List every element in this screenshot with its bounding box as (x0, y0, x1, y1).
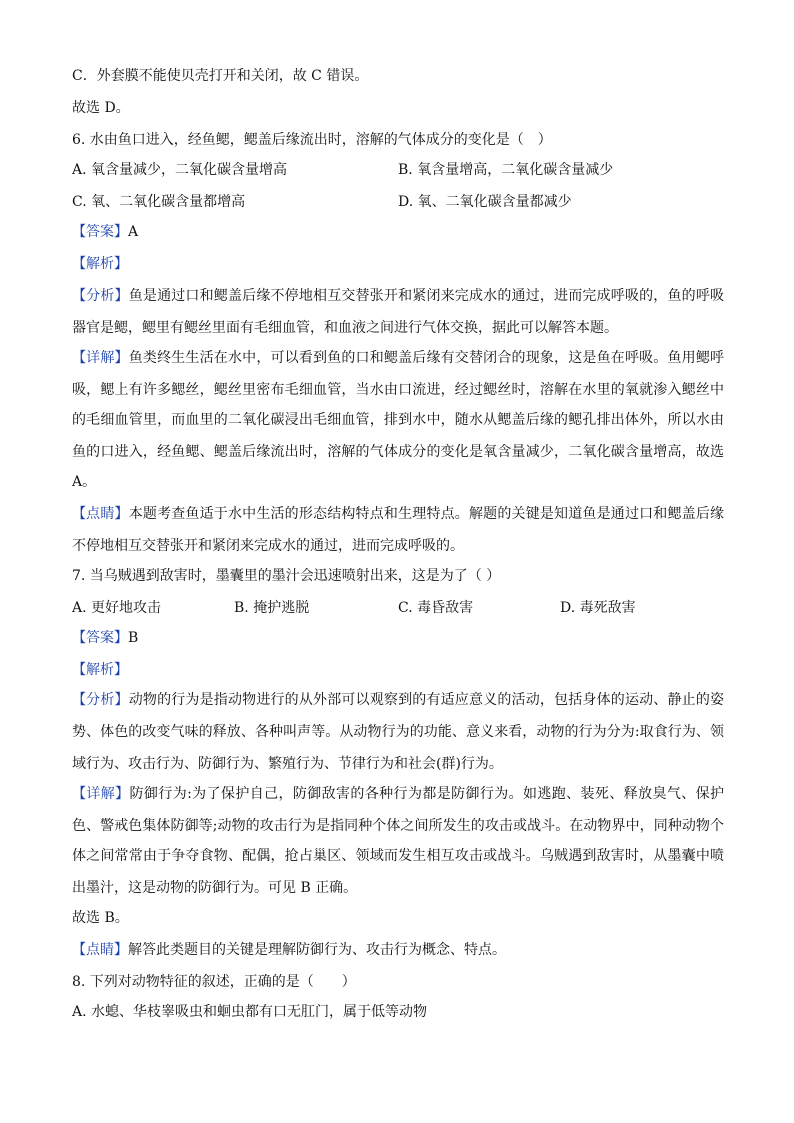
q5-option-c-explanation: C．外套膜不能使贝壳打开和关闭，故 C 错误。 (72, 68, 369, 84)
xiangjie-text: 防御行为:为了保护自己，防御敌害的各种行为都是防御行为。如逃跑、装死、释放臭气、保护 (129, 786, 724, 802)
q6-fenxi-line-2: 器官是鳃，鳃里有鳃丝里面有毛细血管，和血液之间进行气体交换，据此可以解答本题。 (72, 320, 618, 336)
q7-option-d: D. 毒死敌害 (560, 600, 636, 616)
dianjing-label: 【点睛】 (72, 506, 129, 522)
fenxi-text: 动物的行为是指动物进行的从外部可以观察到的有适应意义的活动，包括身体的运动、静止的姿 (128, 692, 724, 708)
q7-fenxi-line-3: 域行为、攻击行为、防御行为、繁殖行为、节律行为和社会(群)行为。 (72, 756, 503, 772)
analysis-label: 【解析】 (72, 662, 128, 678)
q6-option-d: D. 氧、二氧化碳含量都减少 (398, 194, 572, 210)
q6-dianjing-line-2: 不停地相互交替张开和紧闭来完成水的通过，进而完成呼吸的。 (72, 538, 464, 554)
q6-xiangjie-line-3: 的毛细血管里，而血里的二氧化碳浸出毛细血管，排到水中，随水从鳃盖后缘的鳃孔排出体外，所以水由 (72, 412, 724, 428)
dianjing-text: 解答此类题目的关键是理解防御行为、攻击行为概念、特点。 (128, 942, 506, 958)
q7-stem: 7. 当乌贼遇到敌害时，墨囊里的墨汁会迅速喷射出来，这是为了（ ） (72, 568, 501, 584)
q6-answer (72, 222, 724, 242)
answer-label: 【答案】 (72, 224, 128, 240)
dianjing-text: 本题考查鱼适于水中生活的形态结构特点和生理特点。解题的关键是知道鱼是通过口和鳃盖后缘 (128, 506, 724, 522)
q7-option-c: C. 毒昏敌害 (398, 600, 474, 616)
q6-xiangjie-line-4: 鱼的口进入，经鱼鳃、鳃盖后缘流出时，溶解的气体成分的变化是氧含量减少，二氧化碳含量增高，故选 (72, 444, 724, 460)
q7-fenxi-line-2: 势、体色的改变气味的释放、各种叫声等。从动物行为的功能、意义来看，动物的行为分为:取食行为、领 (72, 724, 724, 740)
q6-xiangjie-line-5: A。 (72, 474, 97, 490)
q6-option-a: A. 氧含量减少，二氧化碳含量增高 (72, 162, 288, 178)
q7-analysis-heading (72, 660, 724, 680)
q7-xiangjie-line-1 (72, 784, 724, 804)
q7-xiangjie-line-3: 体之间常常由于争夺食物、配偶，抢占巢区、领域而发生相互攻击或战斗。乌贼遇到敌害时，从墨囊中喷 (72, 848, 724, 864)
fenxi-label: 【分析】 (72, 288, 129, 304)
fenxi-text: 鱼是通过口和鳃盖后缘不停地相互交替张开和紧闭来完成水的通过，进而完成呼吸的，鱼的呼吸 (128, 288, 724, 304)
q8-option-a: A. 水螅、华枝睾吸虫和蛔虫都有口无肛门，属于低等动物 (72, 1004, 428, 1020)
xiangjie-label: 【详解】 (72, 786, 130, 802)
q6-dianjing-line-1 (72, 504, 724, 524)
q8-stem: 8. 下列对动物特征的叙述，正确的是（ ） (72, 974, 356, 990)
q7-option-b: B. 掩护逃脱 (234, 600, 310, 616)
dianjing-label: 【点睛】 (72, 942, 128, 958)
q7-xiangjie-line-2: 色、警戒色集体防御等;动物的攻击行为是指同种个体之间所发生的攻击或战斗。在动物界中，同种动物个 (72, 818, 724, 834)
q6-fenxi-line-1 (72, 286, 724, 306)
q5-conclusion: 故选 D。 (72, 100, 130, 116)
q7-xiangjie-line-4: 出墨汁，这是动物的防御行为。可见 B 正确。 (72, 880, 358, 896)
q6-xiangjie-line-1 (72, 348, 724, 368)
q6-xiangjie-line-2: 吸，鳃上有许多鳃丝，鳃丝里密布毛细血管，当水由口流进，经过鳃丝时，溶解在水里的氧就渗入鳃丝中 (72, 382, 724, 398)
q7-option-a: A. 更好地攻击 (72, 600, 162, 616)
q6-stem: 6. 水由鱼口进入，经鱼鳃，鳃盖后缘流出时，溶解的气体成分的变化是（ ） (72, 132, 552, 148)
xiangjie-text: 鱼类终生生活在水中，可以看到鱼的口和鳃盖后缘有交替闭合的现象，这是鱼在呼吸。鱼用鳃呼 (128, 350, 724, 366)
q7-answer (72, 628, 724, 648)
q7-fenxi-line-1 (72, 690, 724, 710)
answer-label: 【答案】 (72, 630, 128, 646)
q7-conclusion: 故选 B。 (72, 910, 129, 926)
q6-option-c: C. 氧、二氧化碳含量都增高 (72, 194, 246, 210)
q6-analysis-heading (72, 254, 724, 274)
q7-dianjing-line-1 (72, 940, 724, 960)
answer-value: A (128, 224, 139, 240)
answer-value: B (128, 630, 139, 646)
fenxi-label: 【分析】 (72, 692, 129, 708)
analysis-label: 【解析】 (72, 256, 128, 272)
xiangjie-label: 【详解】 (72, 350, 129, 366)
q6-option-b: B. 氧含量增高，二氧化碳含量减少 (398, 162, 614, 178)
